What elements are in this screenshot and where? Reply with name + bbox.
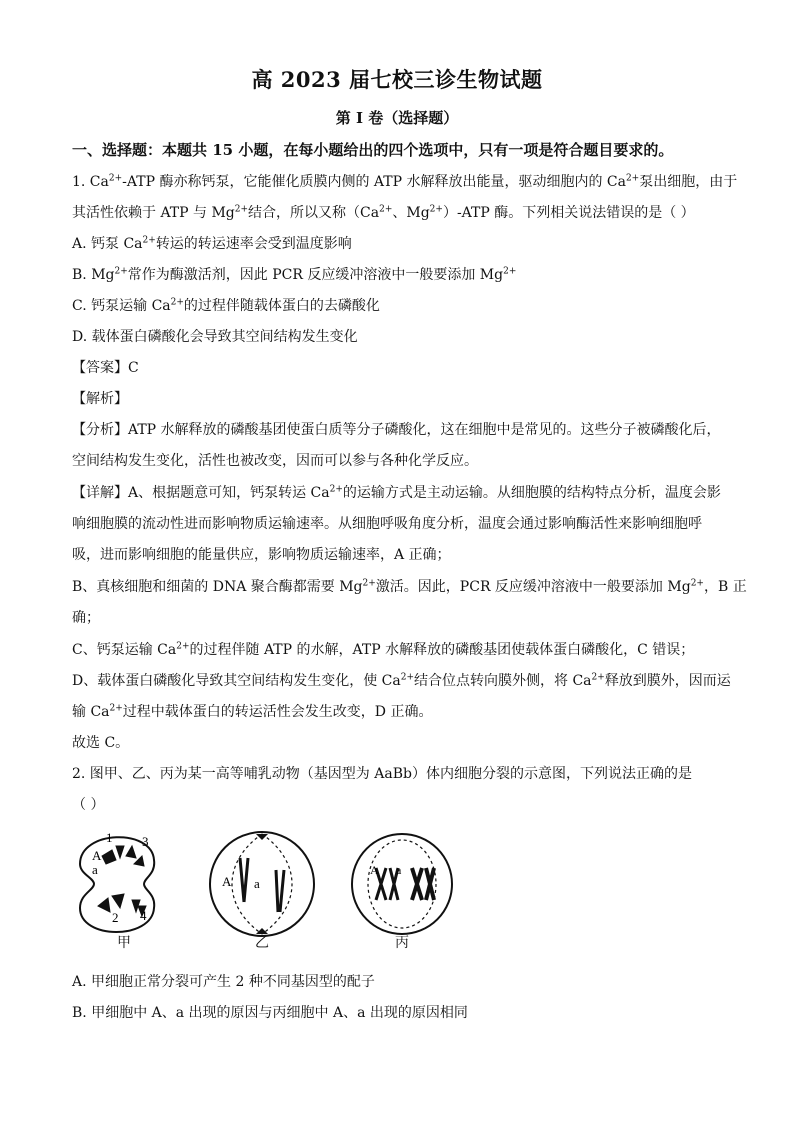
q1-detail-line3: 吸，进而影响细胞的能量供应，影响物质运输速率，A 正确； [72,547,451,563]
figure-label-bing: 丙 [395,935,409,951]
fenxi-tag: 【分析】 [72,422,128,438]
q1-detail-line7 [72,671,732,691]
q1-option-b [72,265,732,285]
mark-4: 4 [140,908,147,923]
text: B、真核细胞和细菌的 DNA 聚合酶都需要 Mg [72,579,363,595]
cell-division-figure [72,822,492,962]
chromosome [426,868,434,900]
volume-title: 第 I 卷（选择题） [335,109,459,127]
text: 激活。因此，PCR 反应缓冲溶液中一般要添加 Mg [375,579,691,595]
superscript: 2+ [114,266,128,277]
text: 常作为酶激活剂，因此 PCR 反应缓冲溶液中一般要添加 Mg [127,267,504,283]
superscript: 2+ [176,641,190,652]
text: 其活性依赖于 ATP 与 Mg [72,205,235,221]
q1-detail-line4 [72,577,747,597]
section-heading: 一、选择题：本题共 15 小题，在每小题给出的四个选项中，只有一项是符合题目要求的。 [72,141,674,159]
chromosome [240,858,248,902]
cell-membrane [352,834,452,934]
q1-stem-line2 [72,203,732,223]
q1-detail-line8 [72,702,732,722]
q2-option-a: A. 甲细胞正常分裂可产生 2 种不同基因型的配子 [72,974,375,990]
text: 释放到膜外，因而运 [604,673,731,689]
text: 、Mg [392,205,430,221]
text: ）-ATP 酶。下列相关说法错误的是（ ） [442,205,695,221]
superscript: 2+ [142,235,156,246]
superscript: 2+ [503,266,517,277]
mark-A: A [370,863,379,877]
mark-a: a [254,876,260,891]
cell-jia [80,830,154,932]
answer-value: C [128,360,139,376]
figure-label-jia: 甲 [117,935,131,951]
text: A、根据题意可知，钙泵转运 Ca [128,485,330,501]
text: 1. Ca [72,174,109,190]
q1-fenxi-line1 [72,420,732,440]
q1-analysis-tag: 【解析】 [72,391,128,407]
superscript: 2+ [362,578,376,589]
text: 输 Ca [72,704,110,720]
mark-2: 2 [112,910,119,925]
text: ，B 正 [703,579,747,595]
q2-stem-line1: 2. 图甲、乙、丙为某一高等哺乳动物（基因型为 AaBb）体内细胞分裂的示意图，下列说法正确的是 [72,766,692,782]
text: 结合，所以又称（Ca [248,205,380,221]
superscript: 2+ [108,173,123,184]
text: C、钙泵运输 Ca [72,642,177,658]
text: A. 钙泵 Ca [72,236,143,252]
superscript: 2+ [329,484,343,495]
superscript: 2+ [400,672,415,683]
chromosome [276,870,284,912]
q1-stem-line1 [72,172,738,192]
q1-option-d: D. 载体蛋白磷酸化会导致其空间结构发生变化 [72,329,358,345]
mark-a: a [92,862,98,877]
superscript: 2+ [625,173,640,184]
mark-a: a [396,863,402,877]
q1-fenxi-line2: 空间结构发生变化，活性也被改变，因而可以参与各种化学反应。 [72,453,478,469]
chromosome [412,868,422,900]
q1-answer [72,358,732,378]
cell-yi [210,832,314,936]
page-title: 高 2023 届七校三诊生物试题 [251,67,543,92]
q1-option-c [72,296,732,316]
text: -ATP 酶亦称钙泵，它能催化质膜内侧的 ATP 水解释放出能量，驱动细胞内的 Ca [122,174,626,190]
text: B. Mg [72,267,115,283]
superscript: 2+ [379,204,393,215]
text: 的运输方式是主动运输。从细胞膜的结构特点分析，温度会影 [342,485,721,501]
superscript: 2+ [591,672,605,683]
q1-option-a [72,234,732,254]
superscript: 2+ [429,204,443,215]
detail-tag: 【详解】 [72,485,128,501]
superscript: 2+ [234,204,249,215]
text: C. 钙泵运输 Ca [72,298,171,314]
q1-conclusion: 故选 C。 [72,735,130,751]
text: 的过程伴随 ATP 的水解，ATP 水解释放的磷酸基团使载体蛋白磷酸化，C 错误； [189,642,695,658]
superscript: 2+ [170,297,184,308]
q2-option-b: B. 甲细胞中 A、a 出现的原因与丙细胞中 A、a 出现的原因相同 [72,1005,468,1021]
text: 过程中载体蛋白的转运活性会发生改变，D 正确。 [122,704,433,720]
text: 泵出细胞，由于 [639,174,738,190]
q1-detail-line5: 确； [72,610,100,626]
text: 的过程伴随载体蛋白的去磷酸化 [183,298,380,314]
centrosome-top [256,834,268,840]
mark-A: A [222,874,232,889]
text: D、载体蛋白磷酸化导致其空间结构发生变化，使 Ca [72,673,401,689]
q2-stem-line2: （ ） [72,797,105,813]
mark-A: A [92,848,102,863]
mark-1: 1 [106,830,113,845]
spindle [368,840,436,928]
q1-detail-line2: 响细胞膜的流动性进而影响物质运输速率。从细胞呼吸角度分析，温度会通过影响酶活性来影响细胞呼 [72,516,702,532]
text: 结合位点转向膜外侧，将 Ca [414,673,592,689]
answer-tag: 【答案】 [72,360,128,376]
superscript: 2+ [109,703,123,714]
superscript: 2+ [690,578,704,589]
mark-3: 3 [142,834,149,849]
figure-label-yi: 乙 [255,935,269,951]
q1-detail-line1 [72,483,732,503]
cell-bing [352,834,452,934]
q1-detail-line6 [72,640,732,660]
text: 转运的转运速率会受到温度影响 [155,236,352,252]
text: ATP 水解释放的磷酸基团使蛋白质等分子磷酸化，这在细胞中是常见的。这些分子被磷酸化后， [128,422,721,438]
chromosomes [98,846,146,916]
